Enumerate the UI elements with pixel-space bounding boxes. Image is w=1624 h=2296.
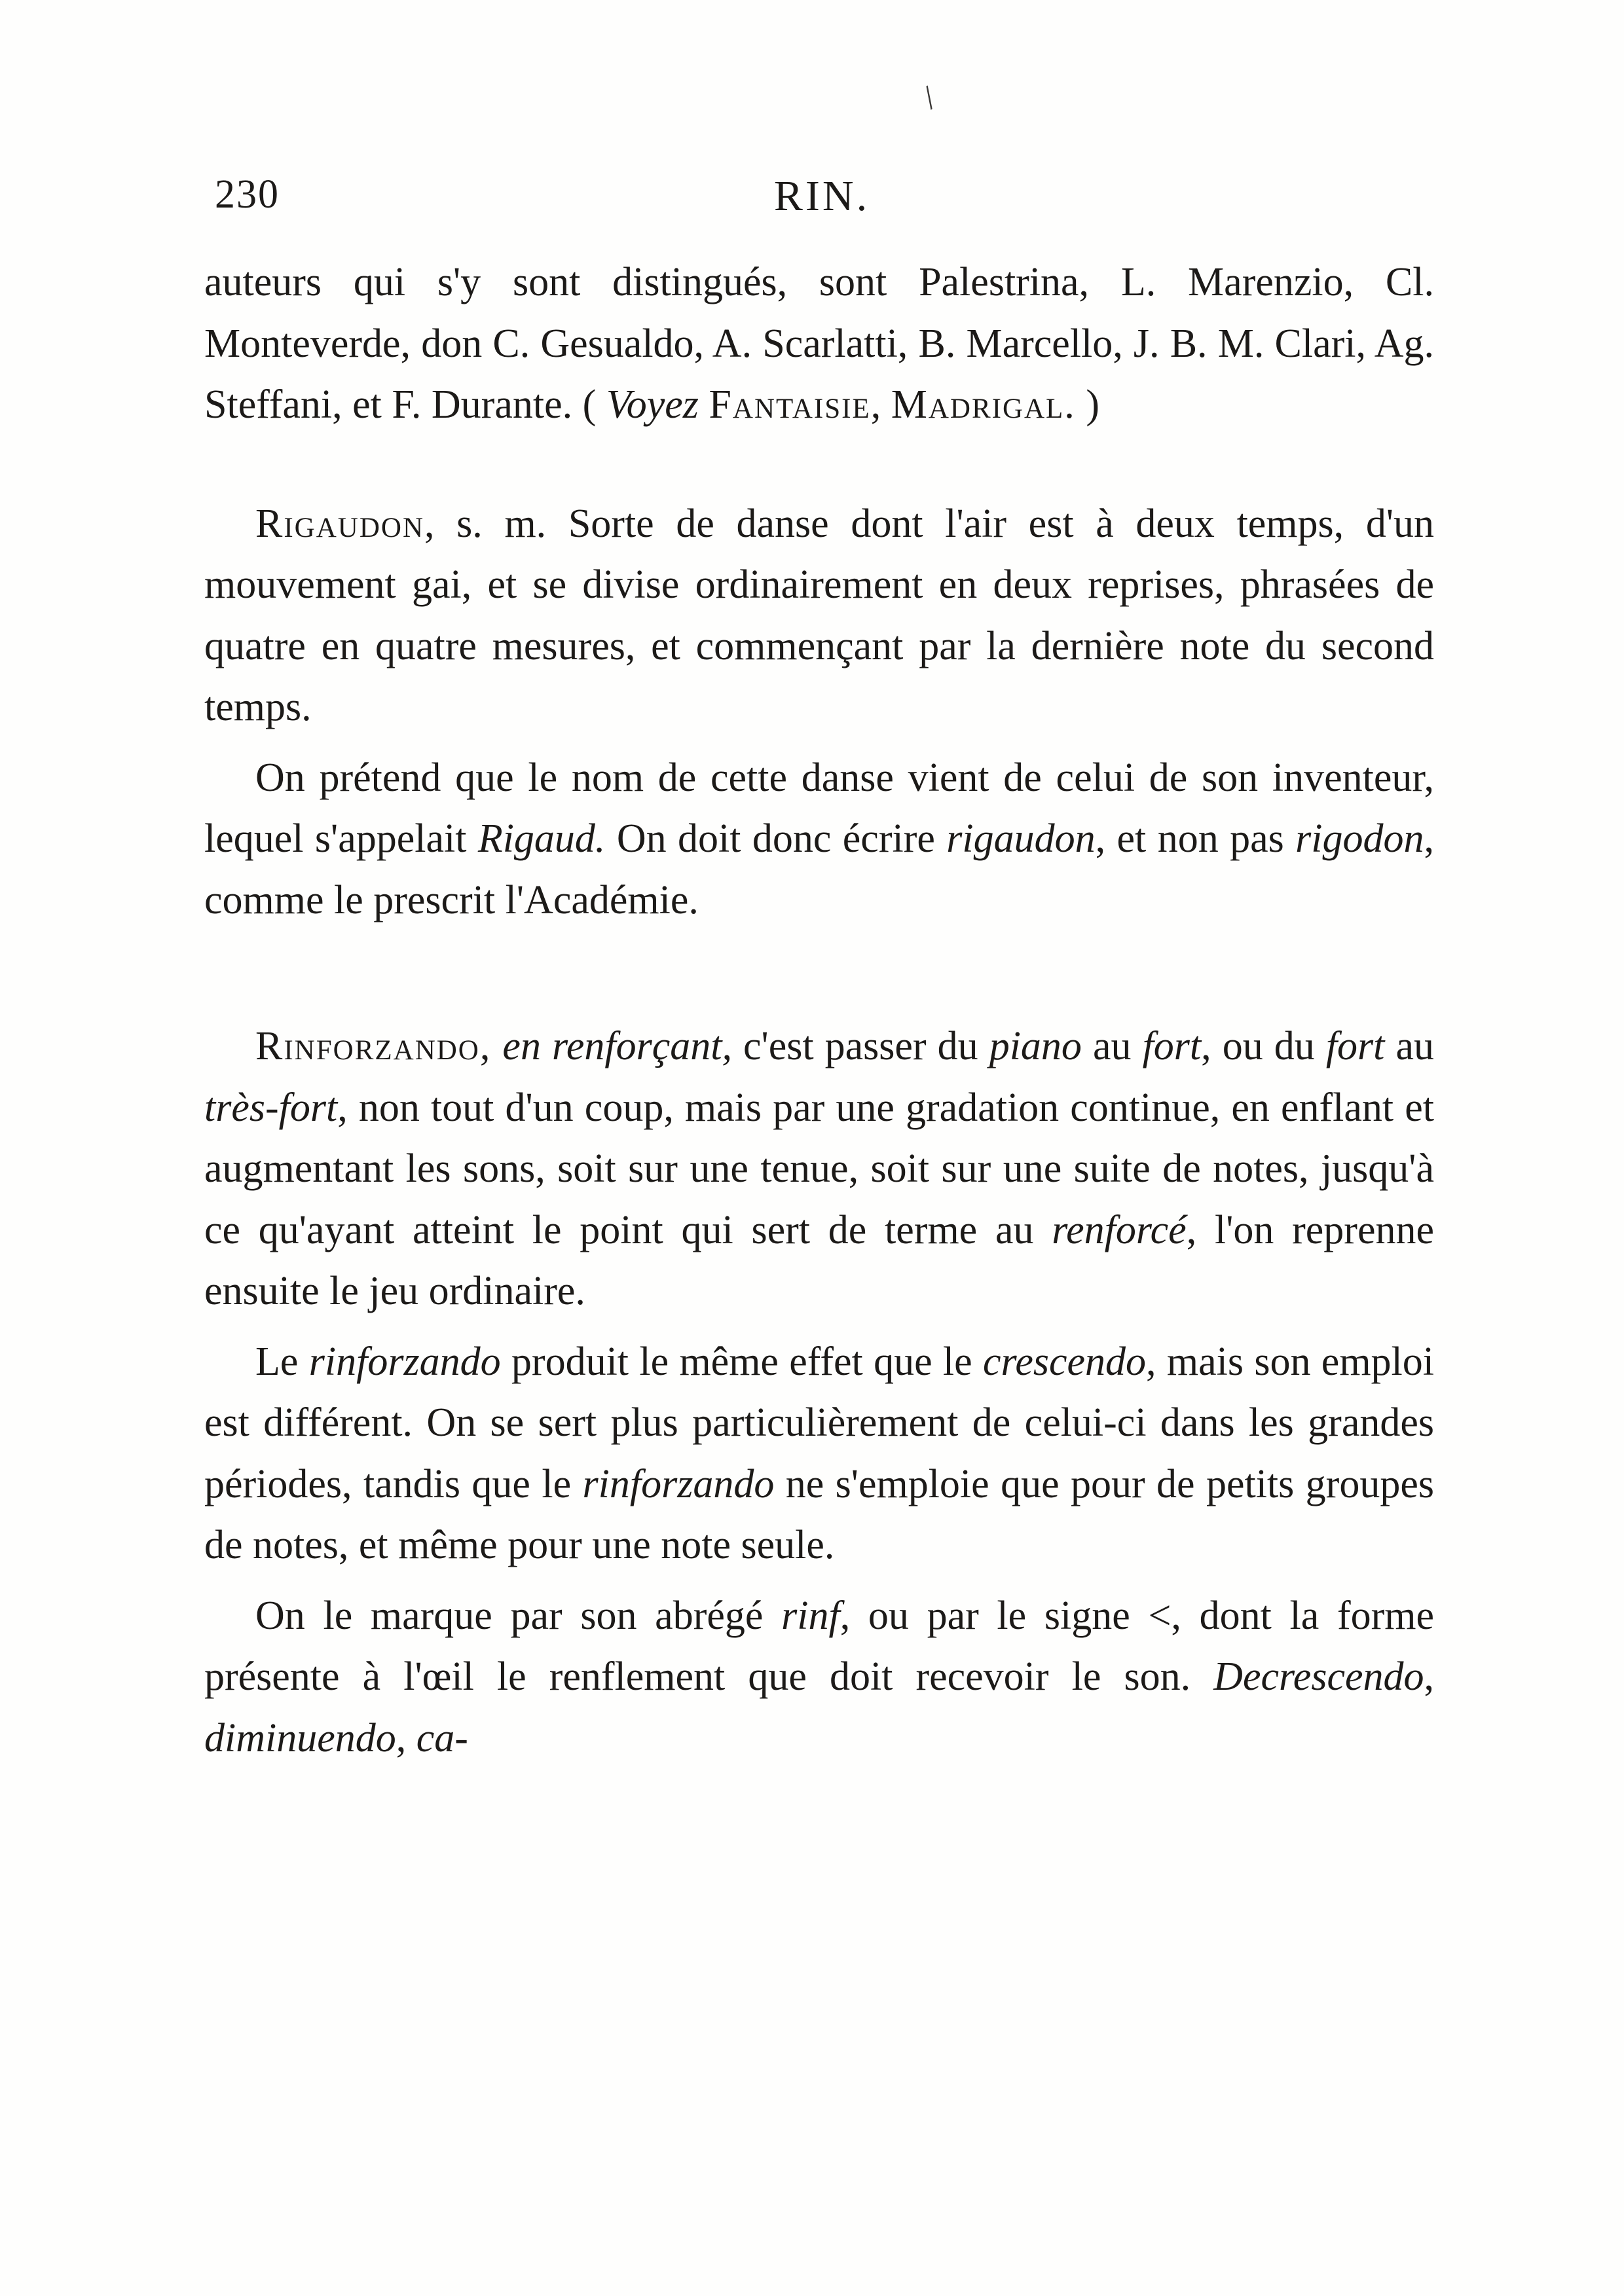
text-run: , ou par le signe: [840, 1593, 1149, 1638]
paragraph-rinforzando-usage: [204, 1332, 1434, 1576]
ink-stroke-mark: /: [915, 79, 943, 117]
rinf-italic: rinf: [781, 1593, 840, 1638]
text-run: , dont la forme présente à l'œil le renflement que doit recevoir le son.: [204, 1593, 1434, 1699]
text-run: ,: [870, 382, 891, 427]
text-run: au: [1081, 1024, 1143, 1068]
voyez-ref: Voyez: [606, 382, 699, 427]
tres-fort-italic: très-fort: [204, 1085, 338, 1130]
ca-italic: ca-: [416, 1715, 468, 1760]
headword-rigaudon: Rigaudon: [255, 501, 424, 546]
text-run: c'est passer du: [731, 1024, 989, 1068]
text-run: ,: [396, 1715, 416, 1760]
text-run: ,: [1424, 1654, 1434, 1699]
text-run: ): [1075, 382, 1099, 427]
text-run: Le: [255, 1339, 309, 1384]
entry-rinforzando: [204, 1016, 1434, 1322]
gloss-italic: en renforçant,: [502, 1024, 732, 1068]
rigaudon-italic: rigaudon: [946, 816, 1096, 861]
page-number: 230: [215, 172, 280, 217]
paragraph-continuation: [204, 252, 1434, 436]
paragraph-rigaudon-etymology: [204, 748, 1434, 932]
body-text: [204, 252, 1434, 1769]
paragraph-rinforzando-sign: [204, 1586, 1434, 1770]
crescendo-italic: crescendo: [983, 1339, 1147, 1384]
fantaisie-ref: Fantaisie: [709, 382, 871, 427]
text-run: , non tout d'un coup, mais par une gradation continue, en enflant et augmentant les sons, soit sur une tenue, soit sur une suite de notes, jusqu'à ce qu'ayant atteint le point qui sert de terme au: [204, 1085, 1434, 1252]
text-run: On le marque par son abrégé: [255, 1593, 782, 1638]
running-head: RIN.: [773, 172, 870, 220]
rinforzando-italic: rinforzando: [308, 1339, 501, 1384]
text-run: , l'on reprenne ensuite le jeu ordinaire.: [204, 1207, 1434, 1313]
entry-rigaudon: [204, 494, 1434, 738]
text-run: , comme le prescrit l'Académie.: [204, 816, 1434, 922]
diminuendo-italic: diminuendo: [204, 1715, 396, 1760]
headword-rinforzando: Rinforzando,: [255, 1024, 492, 1068]
text-run: , ou du: [1201, 1024, 1326, 1068]
decrescendo-italic: Decrescendo: [1213, 1654, 1424, 1699]
text-run: On prétend que le nom de cette danse vient de celui de son inventeur, lequel s'appelait: [204, 755, 1434, 861]
text-run: On doit donc écrire: [605, 816, 947, 861]
text-run: auteurs qui s'y sont distingués, sont Palestrina, L. Marenzio, Cl. Monteverde, don C. Gesualdo, A. Scarlatti, B. Marcello, J. B. M. Clari, Ag. Steffani, et F. Durante. (: [204, 260, 1434, 427]
fort-italic: fort: [1142, 1024, 1202, 1068]
text-run: , mais son emploi est différent. On se sert plus particulièrement de celui-ci dans les grandes périodes, tandis que le: [204, 1339, 1434, 1506]
piano-italic: piano: [989, 1024, 1082, 1068]
fort-italic: fort: [1325, 1024, 1385, 1068]
definition-text: , s. m. Sorte de danse dont l'air est à deux temps, d'un mouvement gai, et se divise ordinairement en deux reprises, phrasées de quatre en quatre mesures, et commençant par la dernière note du second temps.: [204, 501, 1434, 729]
rigodon-italic: rigodon: [1295, 816, 1424, 861]
madrigal-ref: Madrigal.: [891, 382, 1076, 427]
page-header: [210, 172, 1434, 224]
text-run: ne s'emploie que pour de petits groupes de notes, et même pour une note seule.: [204, 1461, 1434, 1567]
crescendo-sign: <: [1148, 1593, 1172, 1638]
text-run: au: [1384, 1024, 1434, 1068]
renforce-italic: renforcé: [1052, 1207, 1187, 1252]
text-run: produit le même effet que le: [500, 1339, 984, 1384]
text-run: , et non pas: [1095, 816, 1296, 861]
rigaud-italic: Rigaud.: [477, 816, 606, 861]
rinforzando-italic: rinforzando: [582, 1461, 775, 1506]
